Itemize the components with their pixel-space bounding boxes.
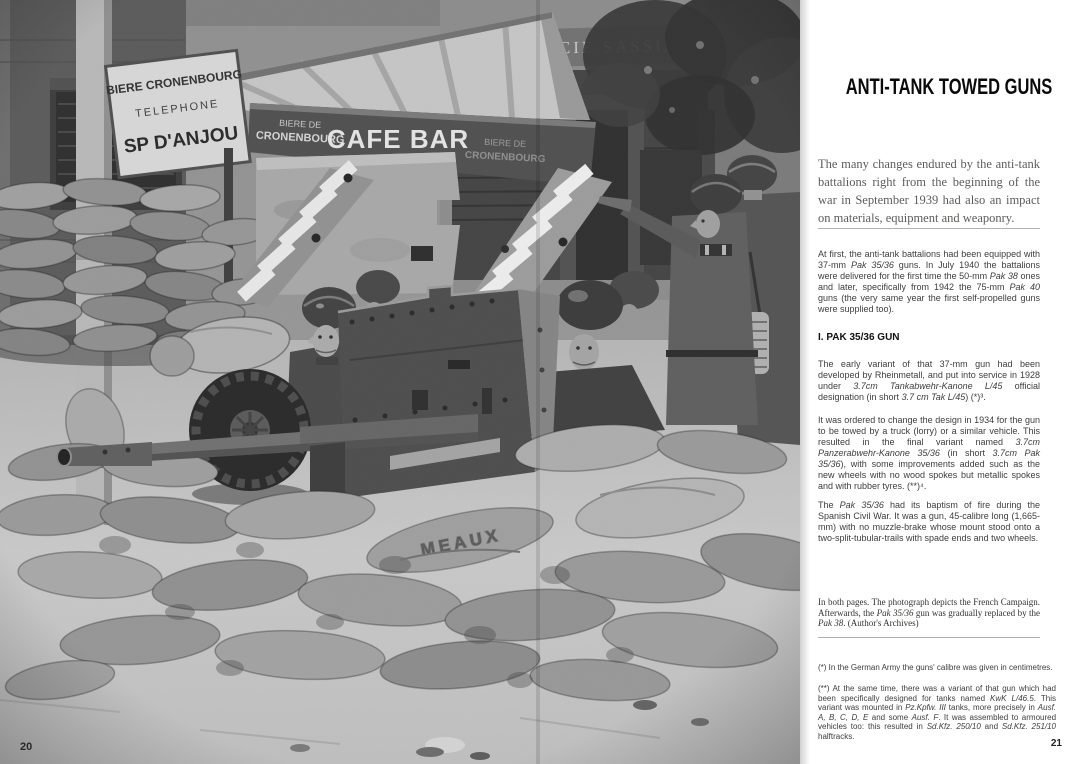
body-paragraph-1: At first, the anti-tank battalions had been equipped with 37-mm Pak 35/36 guns. In July 1940 the battalions were delivered for the first time the 50-mm Pak 38 ones and later, specifically from 1942 the 75-mm Pak 40 guns (the very same year the first self-propelled guns were supplied too). — [818, 249, 1040, 314]
left-page-number: 20 — [20, 741, 33, 753]
photo-caption: In both pages. The photograph depicts the French Campaign. Afterwards, the Pak 35/36 gun was gradually replaced by the Pak 38. (Author's Archives) — [818, 597, 1040, 628]
section-heading: I. PAK 35/36 GUN — [818, 332, 900, 344]
body-paragraph-3: It was ordered to change the design in 1934 for the gun to be towed by a truck (lorry) or a similar vehicle. This resulted in the final variant named 3.7cm Panzerabwehr-Kanone 35/36 (in short 3.7cm Pak 35/36), with some improvements added such as the new wheels with no wood spokes but metallic spokes and with rubber tyres. (**)⁴. — [818, 415, 1040, 491]
footnote-2: (**) At the same time, there was a variant of that gun which had been specifically designed for tanks named KwK L/46.5. This variant was mounted in Pz.Kpfw. III tanks, more precisely in Ausf. A, B, C, D, E and some Ausf. F. It was assembled to armoured vehicles too: this resulted in Sd.Kfz. 250/10 and Sd.Kfz. 251/10 halftracks. — [818, 684, 1057, 741]
footnote-1: (*) In the German Army the guns' calibre was given in centimetres. — [818, 663, 1053, 672]
text-right-page — [800, 0, 1080, 764]
footnote-rule — [818, 637, 1040, 638]
right-page-number: 21 — [1050, 738, 1062, 749]
body-paragraph-4: The Pak 35/36 had its baptism of fire during the Spanish Civil War. It was a gun, 45-calibre long (1,665-mm) with no muzzle-brake whose mount stood onto a two-split-tubular-trails with spade ends and two wheels. — [818, 500, 1040, 543]
intro-paragraph: The many changes endured by the anti-tank battalions right from the beginning of the war in September 1939 had also an impact on materials, equipment and weaponry. — [818, 156, 1040, 225]
divider-rule — [818, 228, 1040, 229]
page-title: ANTI-TANK TOWED GUNS — [845, 73, 1053, 99]
body-paragraph-2: The early variant of that 37-mm gun had been developed by Rheinmetall, and put into service in 1928 under 3.7cm Tankabwehr-Kanone L/45 official designation (in short 3.7 cm Tak L/45) (*)³. — [818, 359, 1040, 402]
